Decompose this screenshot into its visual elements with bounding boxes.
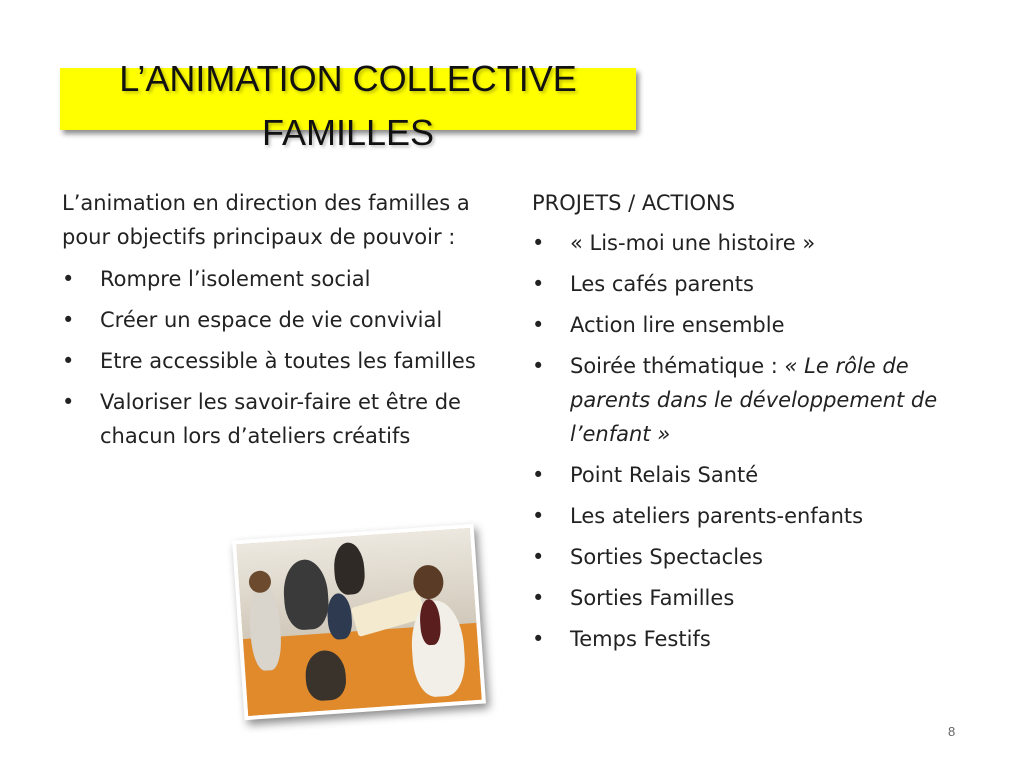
bullet-icon: • [532, 627, 545, 651]
soiree-theme: « Le rôle de parents dans le développement de l’enfant » [570, 354, 938, 446]
list-item: • Les cafés parents [532, 267, 952, 301]
photo-image [236, 528, 481, 716]
objectives-column [62, 186, 492, 460]
bullet-icon: • [532, 231, 545, 255]
bullet-icon: • [532, 313, 545, 337]
bullet-icon: • [62, 308, 75, 332]
soiree-prefix: Soirée thématique : [570, 354, 785, 378]
bullet-icon: • [532, 504, 545, 528]
slide-title-line-1: L’ANIMATION COLLECTIVE [119, 58, 577, 99]
bullet-icon: • [532, 545, 545, 569]
bullet-icon: • [532, 354, 545, 378]
bullet-icon: • [532, 272, 545, 296]
objectives-intro: L’animation en direction des familles a pour objectifs principaux de pouvoir : [62, 191, 470, 249]
list-item: • Créer un espace de vie convivial [62, 303, 492, 337]
projects-heading: PROJETS / ACTIONS [532, 191, 736, 215]
list-item: • Point Relais Santé [532, 458, 952, 492]
bullet-icon: • [532, 586, 545, 610]
list-item: • « Lis-moi une histoire » [532, 226, 952, 260]
slide-title-line-2: FAMILLES [261, 112, 435, 153]
slide-title [60, 52, 636, 160]
list-item: • Temps Festifs [532, 622, 952, 656]
list-item: • Valoriser les savoir-faire et être de chacun lors d’ateliers créatifs [62, 385, 492, 453]
projects-column [532, 186, 952, 663]
list-item: • Les ateliers parents-enfants [532, 499, 952, 533]
bullet-icon: • [62, 349, 75, 373]
list-item: • Action lire ensemble [532, 308, 952, 342]
list-item-soiree [532, 349, 952, 451]
bullet-icon: • [62, 267, 75, 291]
list-item: • Etre accessible à toutes les familles [62, 344, 492, 378]
bullet-icon: • [62, 390, 75, 414]
projects-list [532, 226, 952, 656]
list-item: • Sorties Spectacles [532, 540, 952, 574]
list-item: • Sorties Familles [532, 581, 952, 615]
objectives-list [62, 262, 492, 453]
bullet-icon: • [532, 463, 545, 487]
page-number: 8 [948, 724, 956, 739]
reading-session-photo [232, 524, 486, 720]
list-item: • Rompre l’isolement social [62, 262, 492, 296]
